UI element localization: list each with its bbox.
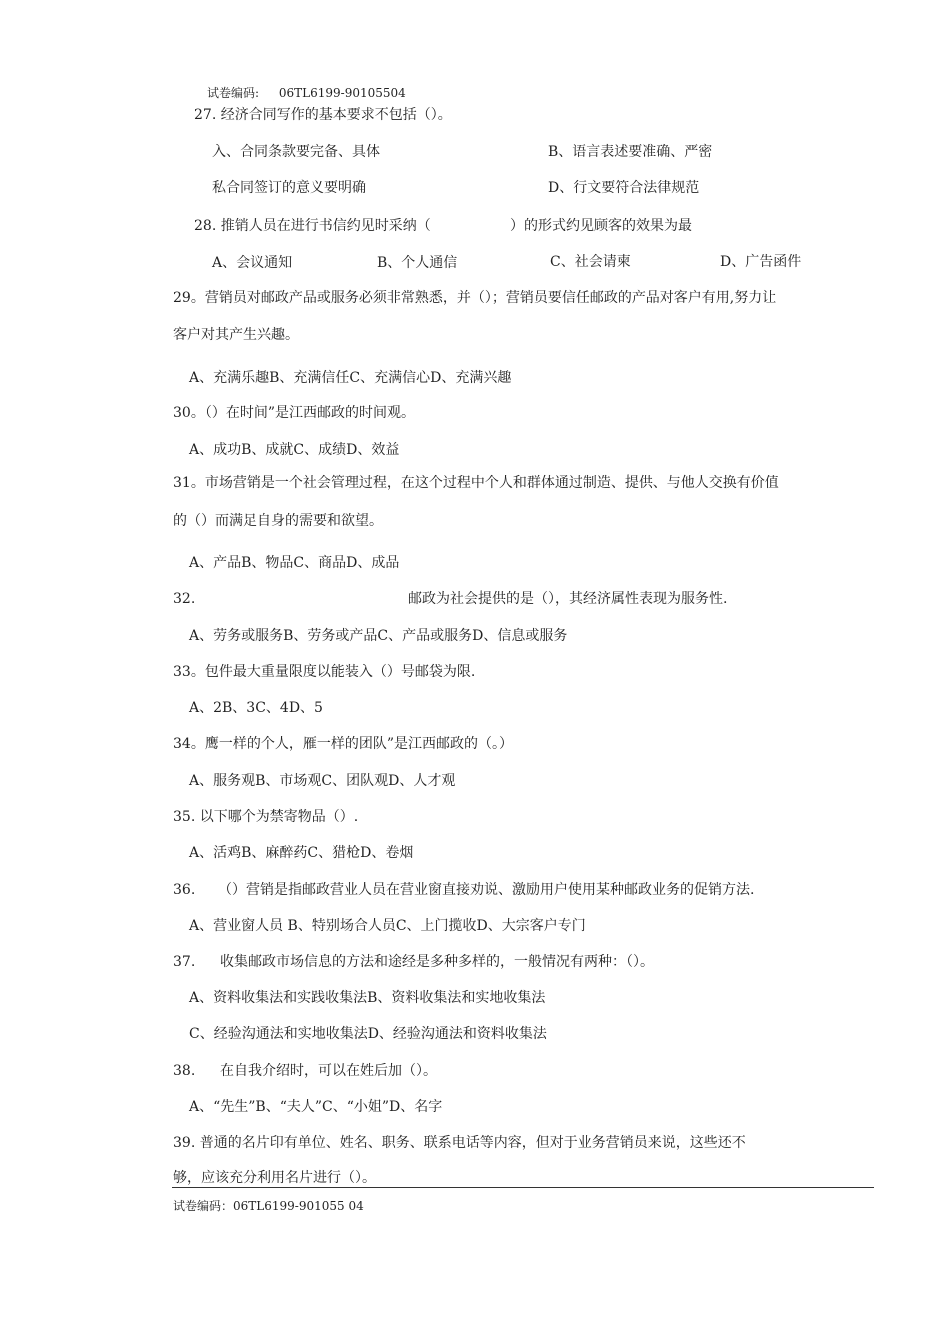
q30-options: A、成功B、成就C、成绩D、效益: [189, 442, 400, 458]
q32-options: A、劳务或服务B、劳务或产品C、产品或服务D、信息或服务: [189, 628, 568, 644]
q38-stem: 在自我介绍时，可以在姓后加（）。: [220, 1063, 437, 1079]
q32-stem: 邮政为社会提供的是（），其经济属性表现为服务性.: [408, 591, 728, 607]
q27-option-d: D、行文要符合法律规范: [548, 180, 700, 196]
q29-stem-line1: 29。营销员对邮政产品或服务必须非常熟悉，并（）；营销员要信任邮政的产品对客户有用,努力让: [173, 290, 777, 306]
q27-option-c: 私合同签订的意义要明确: [212, 180, 366, 196]
q27-option-b: B、语言表述要准确、严密: [548, 144, 713, 160]
q30-stem: 30。（）在时间”是江西邮政的时间观。: [173, 405, 415, 421]
header-code-value: 06TL6199-90105504: [278, 86, 406, 100]
q37-options-line1: A、资料收集法和实践收集法B、资料收集法和实地收集法: [189, 990, 546, 1006]
q33-stem: 33。包件最大重量限度以能装入（）号邮袋为限.: [173, 664, 476, 680]
q34-options: A、服务观B、市场观C、团队观D、人才观: [189, 773, 456, 789]
q28-stem-part2: ）的形式约见顾客的效果为最: [510, 218, 692, 234]
q37-stem: 收集邮政市场信息的方法和途经是多种多样的，一般情况有两种：（）。: [220, 954, 654, 970]
q37-options-line2: C、经验沟通法和实地收集法D、经验沟通法和资料收集法: [189, 1026, 547, 1042]
q35-options: A、活鸡B、麻醉药C、猎枪D、卷烟: [189, 845, 414, 861]
footer-divider: [172, 1187, 874, 1188]
q34-stem: 34。鹰一样的个人，雁一样的团队”是江西邮政的（。）: [173, 736, 513, 752]
q36-options: A、营业窗人员 B、特别场合人员C、上门揽收D、大宗客户专门: [189, 918, 586, 934]
q37-number: 37.: [173, 954, 196, 970]
q31-options: A、产品B、物品C、商品D、成品: [189, 555, 400, 571]
q36-number: 36.: [173, 882, 196, 898]
q27-stem: 27. 经济合同写作的基本要求不包括（）。: [194, 107, 452, 123]
q28-option-a: A、会议通知: [212, 255, 293, 271]
q39-stem-line2: 够，应该充分利用名片进行（）。: [173, 1170, 376, 1186]
q38-options: A、“先生”B、“夫人”C、“小姐”D、名字: [189, 1099, 443, 1115]
q32-number: 32.: [173, 591, 196, 607]
q27-option-a: 入、合同条款要完备、具体: [212, 144, 380, 160]
q31-stem-line2: 的（）而满足自身的需要和欲望。: [173, 513, 383, 529]
q28-option-d: D、广告函件: [720, 254, 802, 270]
q39-stem-line1: 39. 普通的名片印有单位、姓名、职务、联系电话等内容，但对于业务营销员来说，这些还不: [173, 1135, 746, 1151]
q29-options: A、充满乐趣B、充满信任C、充满信心D、充满兴趣: [189, 370, 512, 386]
q35-stem: 35. 以下哪个为禁寄物品（）.: [173, 809, 359, 825]
q36-stem: （）营销是指邮政营业人员在营业窗直接劝说、激励用户使用某种邮政业务的促销方法.: [218, 882, 755, 898]
q28-option-b: B、个人通信: [377, 255, 458, 271]
q38-number: 38.: [173, 1063, 196, 1079]
q28-option-c: C、社会请柬: [550, 254, 631, 270]
q28-stem-part1: 28. 推销人员在进行书信约见时采纳（: [194, 218, 431, 234]
header-code: [207, 84, 406, 102]
q33-options: A、2B、3C、4D、5: [189, 700, 323, 716]
q31-stem-line1: 31。市场营销是一个社会管理过程，在这个过程中个人和群体通过制造、提供、与他人交换有价值: [173, 475, 779, 491]
q29-stem-line2: 客户对其产生兴趣。: [173, 327, 299, 343]
footer-code: 试卷编码：06TL6199-901055 04: [173, 1199, 364, 1213]
header-label: 试卷编码:: [207, 86, 260, 100]
